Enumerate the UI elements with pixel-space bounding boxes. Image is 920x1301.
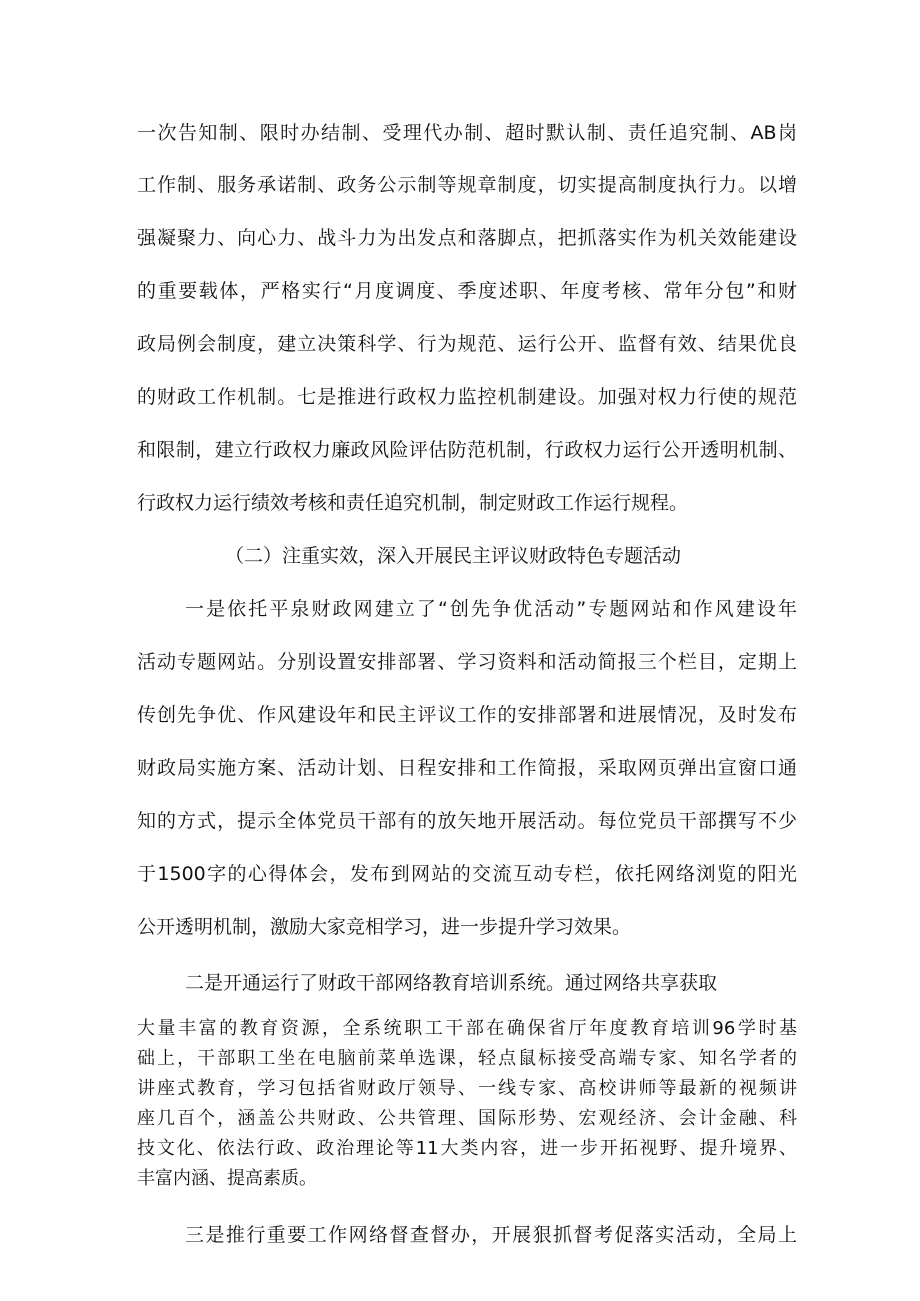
text-line: 行政权力运行绩效考核和责任追究机制，制定财政工作运行规程。 — [137, 492, 689, 514]
text-line: 讲座式教育，学习包括省财政厅领导、一线专家、高校讲师等最新的视频讲 — [137, 1078, 797, 1099]
text-line: 政局例会制度，建立决策科学、行为规范、运行公开、监督有效、结果优良 — [137, 333, 797, 355]
text-line: 工作制、服务承诺制、政务公示制等规章制度，切实提高制度执行力。以增 — [137, 174, 797, 196]
text-line: 技文化、依法行政、政治理论等11大类内容，进一步开拓视野、提升境界、 — [137, 1138, 797, 1159]
text-line: 三是推行重要工作网络督查督办，开展狠抓督考促落实活动，全局上 — [185, 1224, 797, 1246]
text-line: 公开透明机制，激励大家竞相学习，进一步提升学习效果。 — [137, 916, 632, 938]
text-line: 财政局实施方案、活动计划、日程安排和工作简报，采取网页弹出宣窗口通 — [137, 757, 797, 779]
text-line: 二是开通运行了财政干部网络教育培训系统。通过网络共享获取 — [185, 972, 718, 994]
text-line: 的财政工作机制。七是推进行政权力监控机制建设。加强对权力行使的规范 — [137, 386, 797, 408]
text-line: 座几百个，涵盖公共财政、公共管理、国际形势、宏观经济、会计金融、科 — [137, 1108, 797, 1129]
text-line: 丰富内涵、提高素质。 — [137, 1168, 317, 1189]
text-line: 于1500字的心得体会，发布到网站的交流互动专栏，依托网络浏览的阳光 — [137, 863, 797, 885]
text-line: 一是依托平泉财政网建立了“创先争优活动”专题网站和作风建设年 — [185, 598, 797, 620]
text-line: 和限制，建立行政权力廉政风险评估防范机制，行政权力运行公开透明机制、 — [137, 439, 797, 461]
text-line: 的重要载体，严格实行“月度调度、季度述职、年度考核、常年分包”和财 — [137, 280, 797, 302]
text-line: 强凝聚力、向心力、战斗力为出发点和落脚点，把抓落实作为机关效能建设 — [137, 227, 797, 249]
text-line: 一次告知制、限时办结制、受理代办制、超时默认制、责任追究制、AB岗 — [137, 122, 797, 144]
text-line: 知的方式，提示全体党员干部有的放矢地开展活动。每位党员干部撰写不少 — [137, 810, 797, 832]
text-line: 础上，干部职工坐在电脑前菜单选课，轻点鼠标接受高端专家、知名学者的 — [137, 1048, 797, 1069]
section-heading: （二）注重实效，深入开展民主评议财政特色专题活动 — [225, 545, 682, 567]
text-line: 活动专题网站。分别设置安排部署、学习资料和活动简报三个栏目，定期上 — [137, 651, 797, 673]
text-line: 传创先争优、作风建设年和民主评议工作的安排部署和进展情况，及时发布 — [137, 704, 797, 726]
text-line: 大量丰富的教育资源，全系统职工干部在确保省厅年度教育培训96学时基 — [137, 1018, 797, 1039]
